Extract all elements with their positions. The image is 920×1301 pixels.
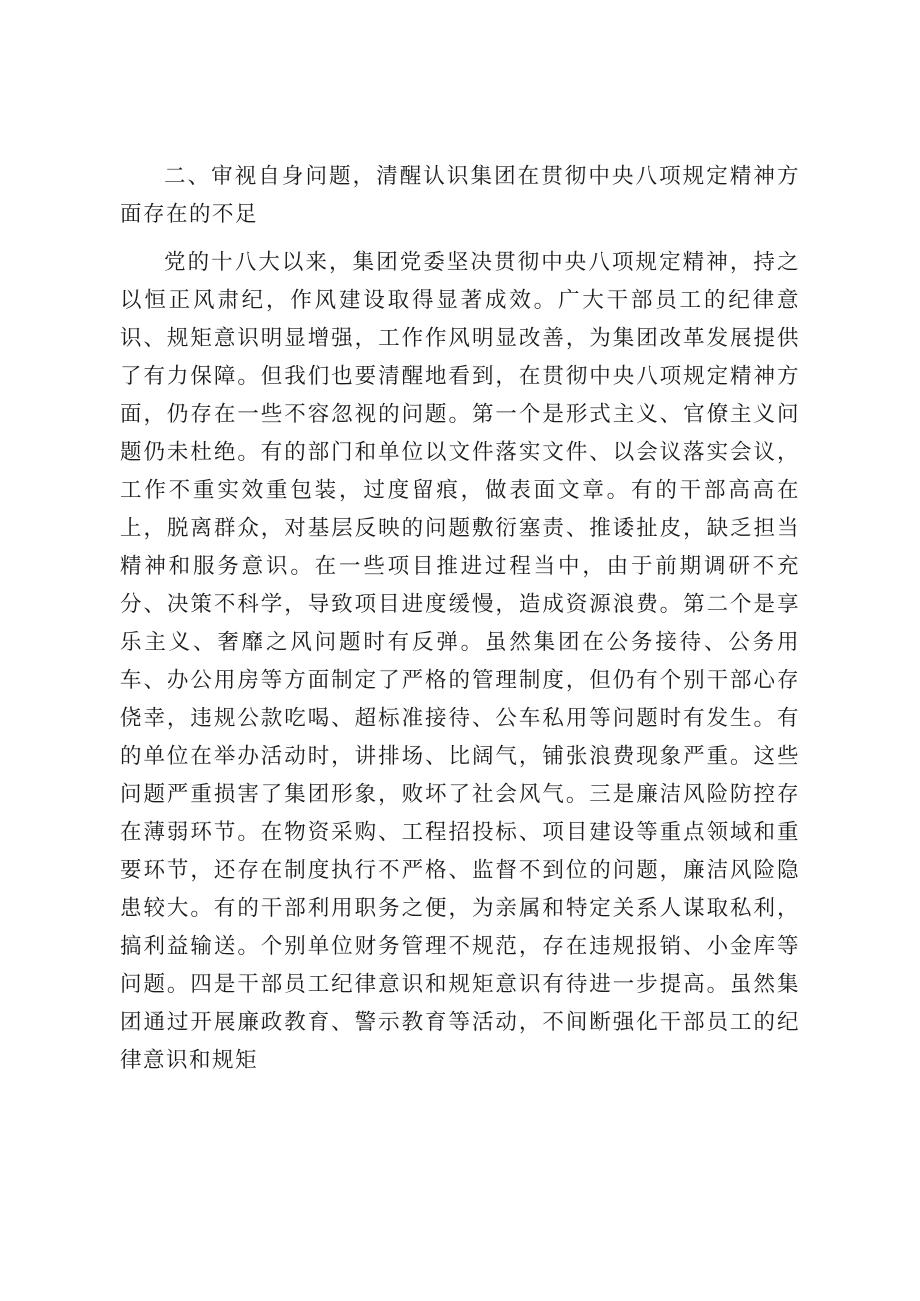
section-heading: 二、审视自身问题，清醒认识集团在贯彻中央八项规定精神方面存在的不足 (120, 164, 800, 227)
body-paragraph: 党的十八大以来，集团党委坚决贯彻中央八项规定精神，持之以恒正风肃纪，作风建设取得显著成效。广大干部员工的纪律意识、规矩意识明显增强，工作作风明显改善，为集团改革发展提供了有力保障。但我们也要清醒地看到，在贯彻中央八项规定精神方面，仍存在一些不容忽视的问题。第一个是形式主义、官僚主义问题仍未杜绝。有的部门和单位以文件落实文件、以会议落实会议，工作不重实效重包装，过度留痕，做表面文章。有的干部高高在上，脱离群众，对基层反映的问题敷衍塞责、推诿扯皮，缺乏担当精神和服务意识。在一些项目推进过程当中，由于前期调研不充分、决策不科学，导致项目进度缓慢，造成资源浪费。第二个是享乐主义、奢靡之风问题时有反弹。虽然集团在公务接待、公务用车、办公用房等方面制定了严格的管理制度，但仍有个别干部心存侥幸，违规公款吃喝、超标准接待、公车私用等问题时有发生。有的单位在举办活动时，讲排场、比阔气，铺张浪费现象严重。这些问题严重损害了集团形象，败坏了社会风气。三是廉洁风险防控存在薄弱环节。在物资采购、工程招投标、项目建设等重点领域和重要环节，还存在制度执行不严格、监督不到位的问题，廉洁风险隐患较大。有的干部利用职务之便，为亲属和特定关系人谋取私利，搞利益输送。个别单位财务管理不规范，存在违规报销、小金库等问题。四是干部员工纪律意识和规矩意识有待进一步提高。虽然集团通过开展廉政教育、警示教育等活动，不间断强化干部员工的纪律意识和规矩 (120, 250, 800, 1073)
document-body (120, 158, 800, 1080)
